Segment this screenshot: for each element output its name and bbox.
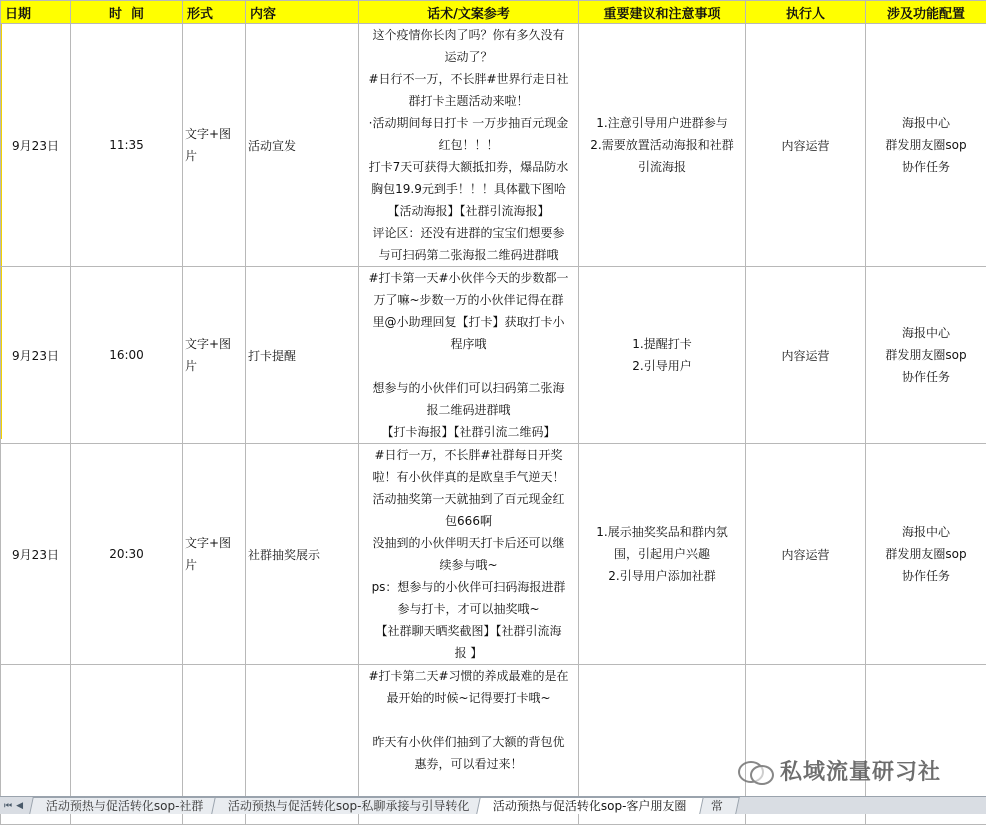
form-cell[interactable]	[183, 444, 246, 665]
script-line: #打卡第二天#习惯的养成最难的是在	[368, 665, 568, 687]
feature-line: 海报中心	[902, 521, 950, 543]
script-line: 包666啊	[445, 510, 492, 532]
feature-line: 海报中心	[902, 112, 950, 134]
script-line: 红包！！！	[438, 134, 498, 156]
script-line: 打卡7天可获得大额抵扣券，爆品防水	[369, 156, 569, 178]
feature-line: 协作任务	[902, 156, 950, 178]
script-line: ·活动期间每日打卡 一万步抽百元现金	[369, 112, 569, 134]
sheet-tab-moments[interactable]: 活动预热与促活转化sop-客户朋友圈	[476, 797, 703, 814]
script-line: 活动抽奖第一天就抽到了百元现金红	[372, 488, 564, 510]
script-line: 最开始的时候~记得要打卡哦~	[386, 687, 550, 709]
script-line: 报二维码进群哦	[426, 399, 510, 421]
content-cell[interactable]: 活动宣发	[246, 24, 359, 267]
feature-line: 群发朋友圈sop	[885, 344, 966, 366]
script-line: #日行一万，不长胖#社群每日开奖	[374, 444, 562, 466]
script-line: 与可扫码第二张海报二维码进群哦	[378, 244, 558, 266]
script-line: 运动了？	[444, 46, 492, 68]
advice-line: 2.引导用户添加社群	[608, 565, 715, 587]
script-line: 啦！有小伙伴真的是欧皇手气逆天！	[372, 466, 564, 488]
content-cell[interactable]: 打卡提醒	[246, 267, 359, 444]
header-row	[1, 1, 986, 24]
script-line: 万了嘛~步数一万的小伙伴记得在群	[373, 289, 563, 311]
script-line: 昨天有小伙伴们抽到了大额的背包优	[372, 731, 564, 753]
sheet-tab-community[interactable]: 活动预热与促活转化sop-社群	[29, 797, 220, 814]
script-line: 程序哦	[450, 333, 486, 355]
script-line: 里@小助理回复【打卡】获取打卡小	[372, 311, 564, 333]
feature-line: 群发朋友圈sop	[885, 543, 966, 565]
header-form[interactable]: 形式	[183, 1, 246, 24]
wechat-icon	[738, 757, 774, 785]
sheet-nav	[0, 797, 27, 814]
form-line: 片	[185, 355, 245, 377]
form-cell[interactable]	[183, 267, 246, 444]
script-line: 报 】	[455, 642, 483, 664]
sheet-tab-more[interactable]: 常	[694, 797, 740, 814]
date-cell[interactable]: 9月23日	[1, 444, 71, 665]
form-line: 片	[185, 145, 245, 167]
executor-cell[interactable]: 内容运营	[746, 444, 866, 665]
script-line: 胸包19.9元到手！！！具体戳下图哈	[371, 178, 566, 200]
advice-line: 1.提醒打卡	[632, 333, 691, 355]
first-sheet-icon[interactable]: ⏮	[2, 801, 14, 811]
script-line: 想参与的小伙伴们可以扫码第二张海	[372, 377, 564, 399]
script-line: 这个疫情你长肉了吗？你有多久没有	[372, 24, 564, 46]
form-cell[interactable]	[183, 24, 246, 267]
script-line: #打卡第一天#小伙伴今天的步数都一	[368, 267, 568, 289]
date-cell[interactable]: 9月23日	[1, 24, 71, 267]
header-content[interactable]: 内容	[246, 1, 359, 24]
table-row	[1, 444, 986, 665]
feature-line: 海报中心	[902, 322, 950, 344]
time-cell[interactable]: 16:00	[71, 267, 183, 444]
script-line: 群打卡主题活动来啦！	[408, 90, 528, 112]
advice-line: 围，引起用户兴趣	[614, 543, 710, 565]
form-line: 文字+图	[185, 532, 245, 554]
time-cell[interactable]: 11:35	[71, 24, 183, 267]
content-cell[interactable]: 社群抽奖展示	[246, 444, 359, 665]
advice-line: 1.注意引导用户进群参与	[596, 112, 727, 134]
prev-sheet-icon[interactable]: ◀	[14, 801, 25, 811]
sheet-tab-private-chat[interactable]: 活动预热与促活转化sop-私聊承接与引导转化	[211, 797, 486, 814]
header-date[interactable]: 日期	[1, 1, 71, 24]
advice-line: 2.引导用户	[632, 355, 691, 377]
advice-cell[interactable]	[579, 267, 746, 444]
sheet-tab-bar	[0, 796, 986, 814]
date-cell[interactable]: 9月23日	[1, 267, 71, 444]
header-time[interactable]: 时 间	[71, 1, 183, 24]
feature-line: 协作任务	[902, 565, 950, 587]
advice-line: 1.展示抽奖奖品和群内氛	[596, 521, 727, 543]
executor-cell[interactable]: 内容运营	[746, 267, 866, 444]
features-cell[interactable]	[866, 444, 986, 665]
script-line: 参与打卡，才可以抽奖哦~	[397, 598, 539, 620]
script-line: 没抽到的小伙伴明天打卡后还可以继	[372, 532, 564, 554]
script-line: 【活动海报】【社群引流海报】	[387, 200, 549, 222]
advice-cell[interactable]	[579, 24, 746, 267]
form-line: 文字+图	[185, 333, 245, 355]
executor-cell[interactable]: 内容运营	[746, 24, 866, 267]
form-line: 文字+图	[185, 123, 245, 145]
script-line: 【社群聊天晒奖截图】【社群引流海	[375, 620, 561, 642]
script-line: ps：想参与的小伙伴可扫码海报进群	[372, 576, 566, 598]
script-cell[interactable]	[359, 24, 579, 267]
table-row	[1, 267, 986, 444]
form-line: 片	[185, 554, 245, 576]
advice-line: 引流海报	[638, 156, 686, 178]
header-script[interactable]: 话术/文案参考	[359, 1, 579, 24]
table-row	[1, 24, 986, 267]
header-features[interactable]: 涉及功能配置	[866, 1, 986, 24]
features-cell[interactable]	[866, 24, 986, 267]
header-executor[interactable]: 执行人	[746, 1, 866, 24]
script-line: 续参与哦~	[439, 554, 497, 576]
script-line: #日行不一万，不长胖#世界行走日社	[368, 68, 568, 90]
features-cell[interactable]	[866, 267, 986, 444]
script-cell[interactable]	[359, 267, 579, 444]
script-cell[interactable]	[359, 444, 579, 665]
feature-line: 协作任务	[902, 366, 950, 388]
script-line: 【打卡海报】【社群引流二维码】	[381, 421, 555, 443]
advice-cell[interactable]	[579, 444, 746, 665]
time-cell[interactable]: 20:30	[71, 444, 183, 665]
watermark	[738, 755, 941, 786]
header-advice[interactable]: 重要建议和注意事项	[579, 1, 746, 24]
feature-line: 群发朋友圈sop	[885, 134, 966, 156]
script-line: 评论区：还没有进群的宝宝们想要参	[372, 222, 564, 244]
advice-line: 2.需要放置活动海报和社群	[590, 134, 733, 156]
watermark-text: 私域流量研习社	[780, 755, 941, 786]
script-line: 惠券，可以看过来！	[414, 753, 522, 775]
